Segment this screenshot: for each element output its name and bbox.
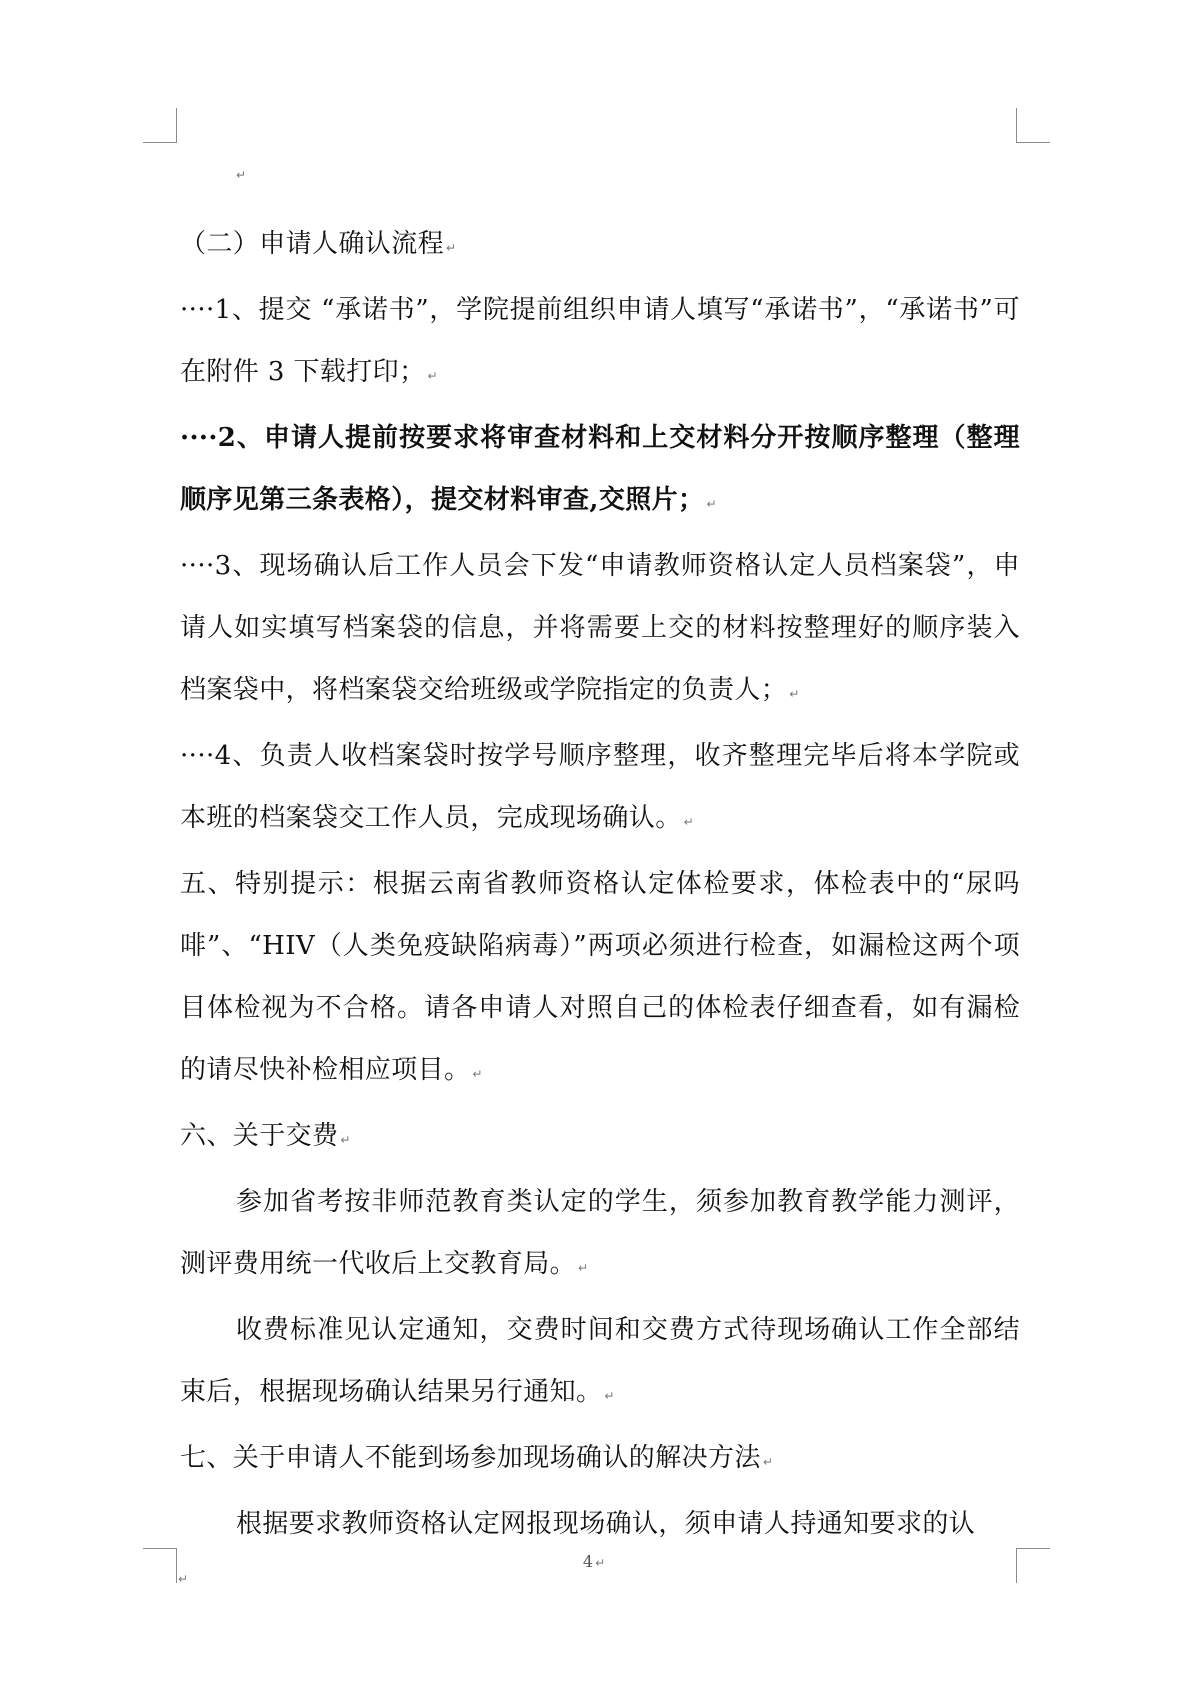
paragraph: 参加省考按非师范教育类认定的学生，须参加教育教学能力测评，测评费用统一代收后上交教育局。 ↵ [180,1187,1020,1279]
paragraph: ····3、现场确认后工作人员会下发“申请教师资格认定人员档案袋”，申请人如实填写档案袋的信息，并将需要上交的材料按整理好的顺序装入档案袋中，将档案袋交给班级或学院指定的负责人； ↵ [180,551,1020,705]
paragraph-mark-icon: ↵ [789,687,800,701]
paragraph-mark-icon: ↵ [427,369,438,383]
paragraph-bold: ····2、申请人提前按要求将审查材料和上交材料分开按顺序整理（整理顺序见第三条表格），提交材料审查,交照片； ↵ [180,423,1020,515]
paragraph-mark-icon: ↵ [236,168,247,182]
paragraph-mark-icon: ↵ [472,1067,483,1081]
paragraph: 收费标准见认定通知，交费时间和交费方式待现场确认工作全部结束后，根据现场确认结果另行通知。 ↵ [180,1315,1020,1407]
section-heading: 七、关于申请人不能到场参加现场确认的解决方法 ↵ [180,1443,774,1473]
paragraph: ····4、负责人收档案袋时按学号顺序整理，收齐整理完毕后将本学院或本班的档案袋交工作人员，完成现场确认。 ↵ [180,741,1020,833]
paragraph-mark-icon: ↵ [178,1572,189,1586]
paragraph-mark-icon: ↵ [340,1133,351,1147]
paragraph: ····1、提交 “承诺书”，学院提前组织申请人填写“承诺书”，“承诺书”可在附件 3 下载打印； ↵ [180,295,1020,387]
paragraph-mark-icon: ↵ [595,1556,606,1570]
crop-mark-top-left [143,108,177,143]
paragraph: 根据要求教师资格认定网报现场确认，须申请人持通知要求的认 [236,1509,976,1539]
paragraph-mark-icon: ↵ [446,241,457,255]
section-heading: 六、关于交费 ↵ [180,1121,351,1151]
paragraph-special-notice: 五、特别提示：根据云南省教师资格认定体检要求，体检表中的“尿吗啡”、“HIV（人类免疫缺陷病毒）”两项必须进行检查，如漏检这两个项目体检视为不合格。请各申请人对照自己的体检表仔细查看，如有漏检的请尽快补检相应项目。 ↵ [180,869,1020,1085]
document-body [180,213,1020,1555]
page-number: 4 ↵ [582,1552,606,1571]
paragraph-mark-icon: ↵ [706,497,717,511]
paragraph-mark-icon: ↵ [762,1455,774,1469]
paragraph-mark-icon: ↵ [604,1389,615,1403]
paragraph-mark-icon: ↵ [578,1261,589,1275]
crop-mark-top-right [1016,108,1050,143]
paragraph: （二）申请人确认流程 ↵ [180,229,457,259]
paragraph-mark-icon: ↵ [683,815,695,829]
